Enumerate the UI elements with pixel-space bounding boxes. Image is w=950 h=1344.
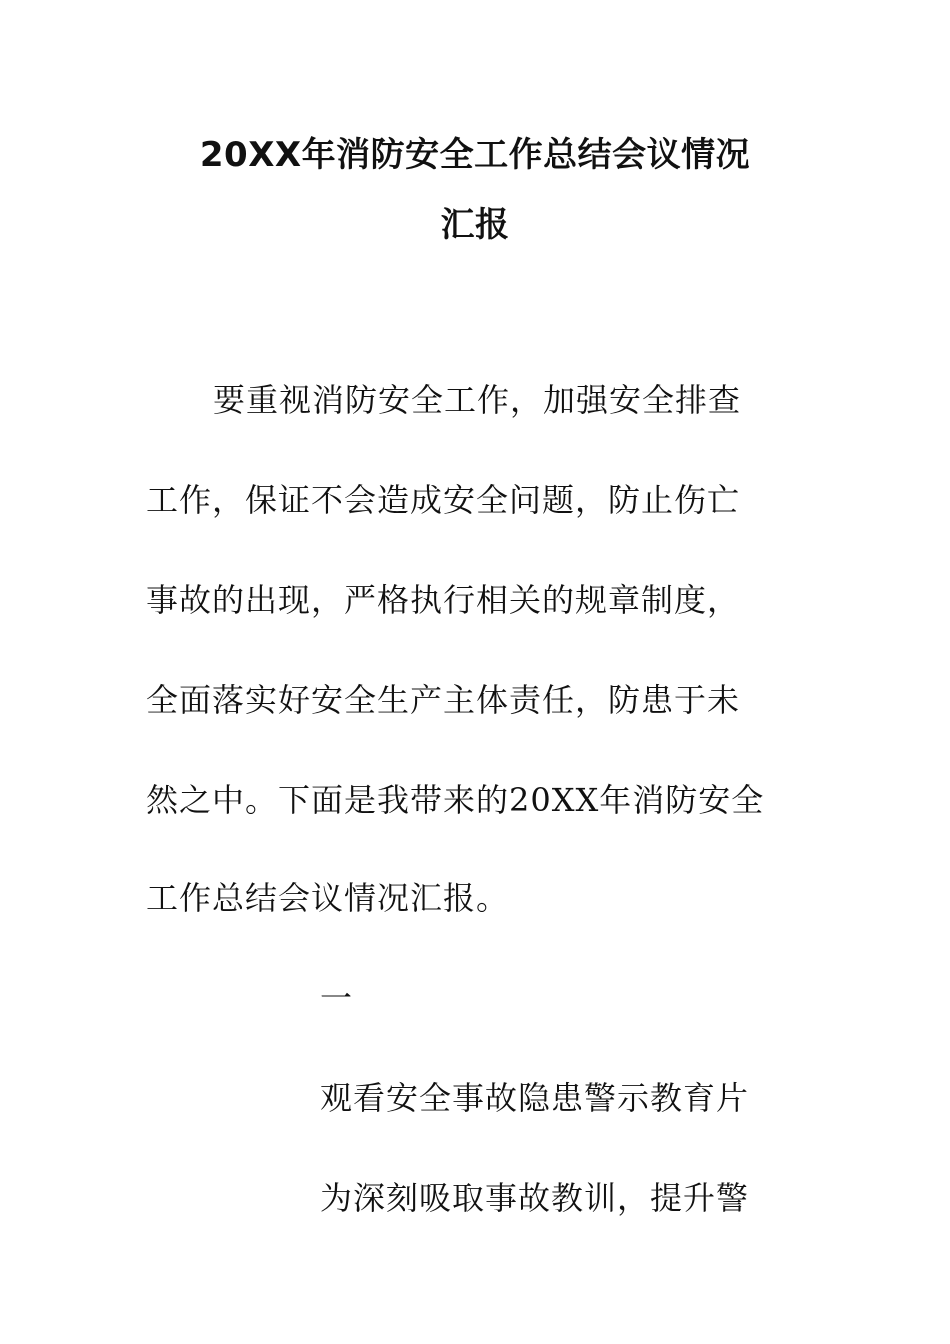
intro-paragraph-line-5: 然之中。下面是我带来的20XX年消防安全	[146, 781, 765, 819]
intro-paragraph-line-1: 要重视消防安全工作，加强安全排查	[213, 381, 742, 419]
intro-paragraph-line-2: 工作，保证不会造成安全问题，防止伤亡	[146, 481, 741, 519]
document-title-line-1: 20XX年消防安全工作总结会议情况	[199, 135, 751, 175]
document-title-line-2: 汇报	[440, 205, 510, 245]
section-body-line-1: 为深刻吸取事故教训，提升警	[320, 1179, 750, 1217]
section-heading: 观看安全事故隐患警示教育片	[320, 1079, 750, 1117]
section-number: 一	[320, 979, 354, 1017]
intro-paragraph-line-6: 工作总结会议情况汇报。	[146, 879, 510, 917]
intro-paragraph-line-4: 全面落实好安全生产主体责任，防患于未	[146, 681, 741, 719]
intro-paragraph-line-3: 事故的出现，严格执行相关的规章制度，	[146, 581, 741, 619]
